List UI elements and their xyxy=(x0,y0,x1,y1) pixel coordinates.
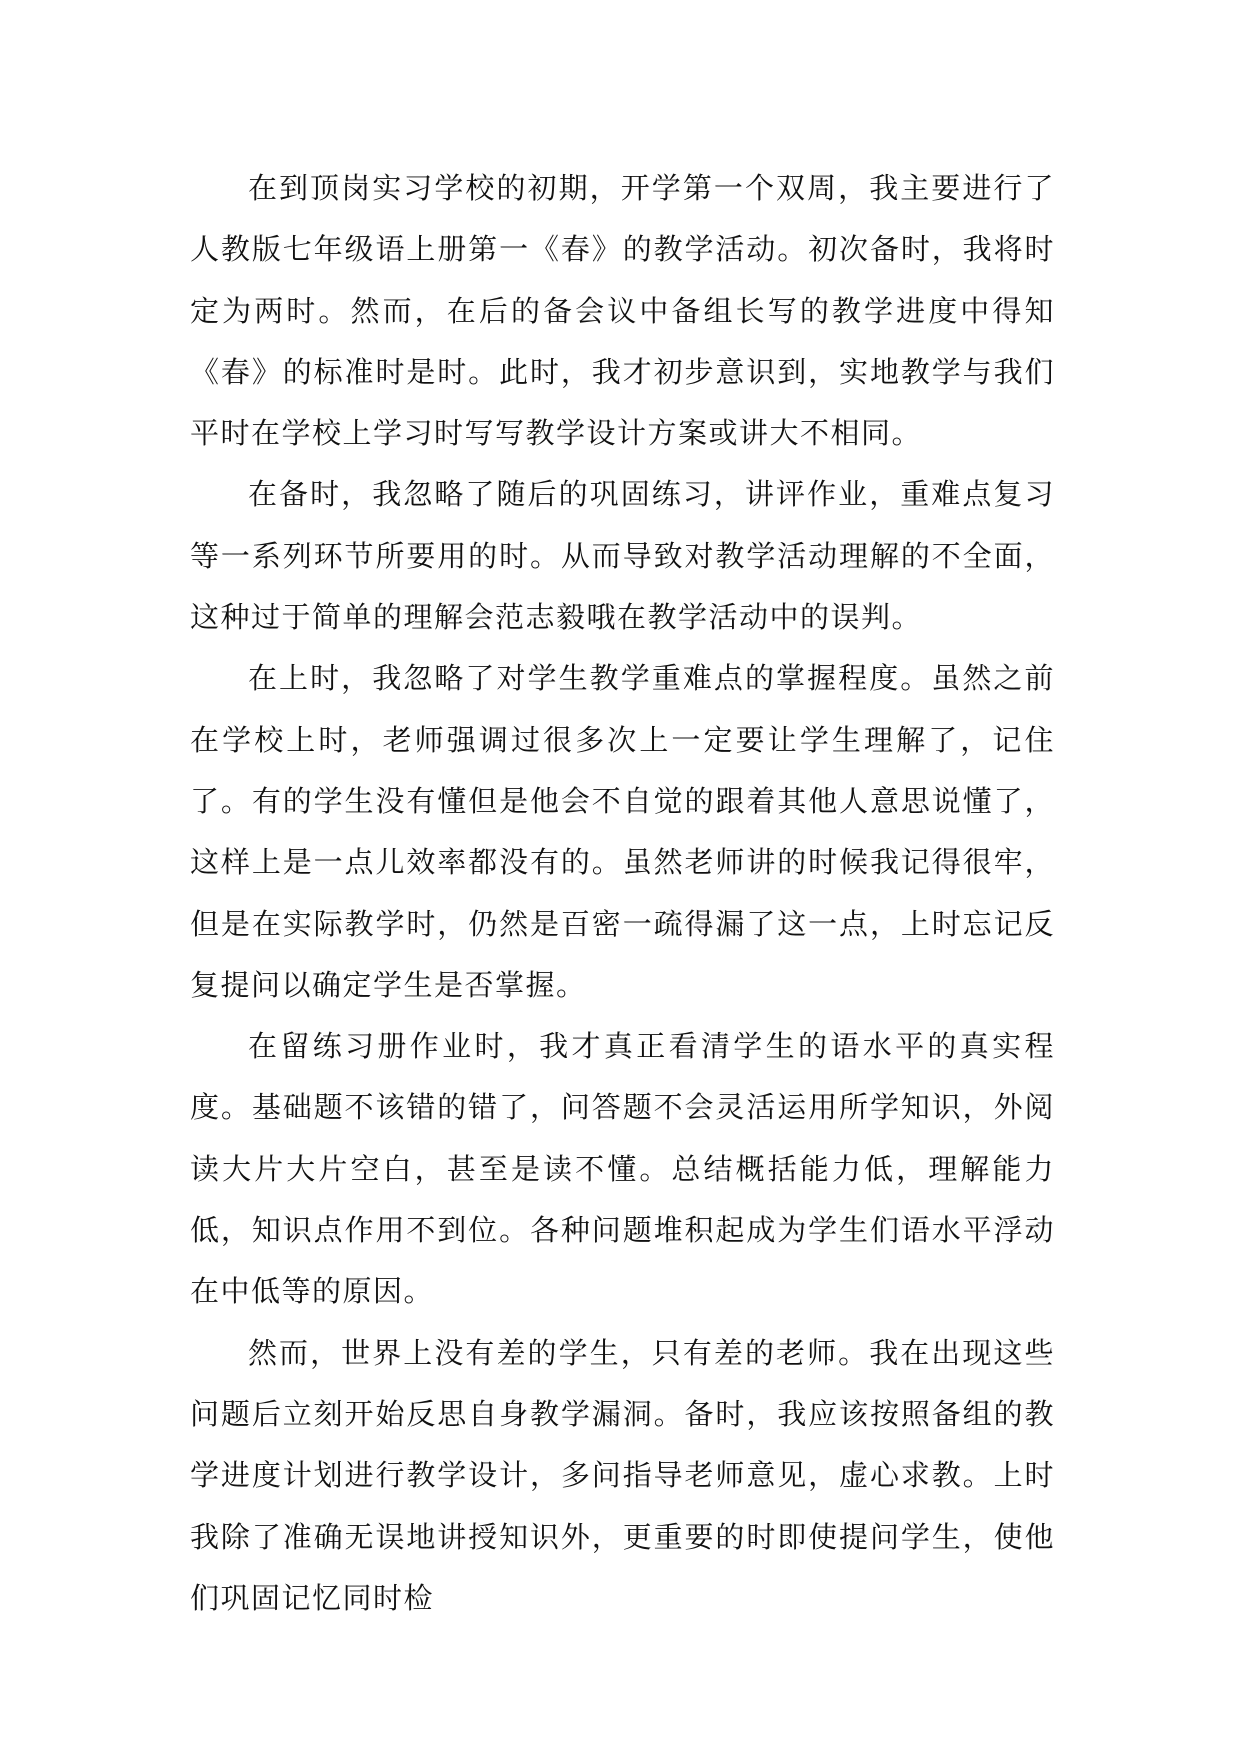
paragraph-5: 然而，世界上没有差的学生，只有差的老师。我在出现这些问题后立刻开始反思自身教学漏洞。备时，我应该按照备组的教学进度计划进行教学设计，多问指导老师意见，虚心求教。上时我除了准确无误地讲授知识外，更重要的时即使提问学生，使他们巩固记忆同时检 xyxy=(190,1335,1055,1615)
paragraph-1: 在到顶岗实习学校的初期，开学第一个双周，我主要进行了人教版七年级语上册第一《春》的教学活动。初次备时，我将时定为两时。然而，在后的备会议中备组长写的教学进度中得知《春》的标准时是时。此时，我才初步意识到，实地教学与我们平时在学校上学习时写写教学设计方案或讲大不相同。 xyxy=(190,171,1055,451)
document-body xyxy=(190,158,1055,1629)
paragraph-2: 在备时，我忽略了随后的巩固练习，讲评作业，重难点复习等一系列环节所要用的时。从而导致对教学活动理解的不全面，这种过于简单的理解会范志毅哦在教学活动中的误判。 xyxy=(190,477,1055,635)
paragraph-3: 在上时，我忽略了对学生教学重难点的掌握程度。虽然之前在学校上时，老师强调过很多次上一定要让学生理解了，记住了。有的学生没有懂但是他会不自觉的跟着其他人意思说懂了，这样上是一点儿效率都没有的。虽然老师讲的时候我记得很牢，但是在实际教学时，仍然是百密一疏得漏了这一点，上时忘记反复提问以确定学生是否掌握。 xyxy=(190,661,1055,1002)
paragraph-4: 在留练习册作业时，我才真正看清学生的语水平的真实程度。基础题不该错的错了，问答题不会灵活运用所学知识，外阅读大片大片空白，甚至是读不懂。总结概括能力低，理解能力低，知识点作用不到位。各种问题堆积起成为学生们语水平浮动在中低等的原因。 xyxy=(190,1029,1055,1309)
